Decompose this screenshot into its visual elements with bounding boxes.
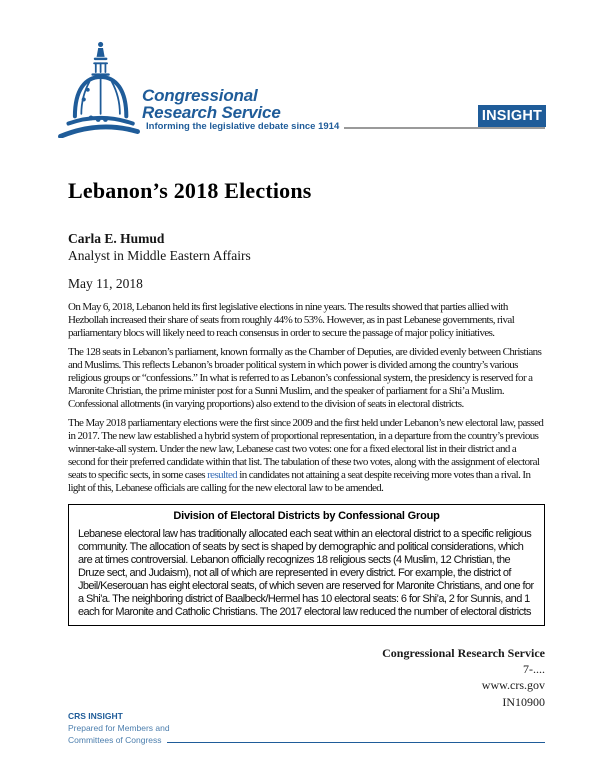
- author-role: Analyst in Middle Eastern Affairs: [68, 248, 251, 263]
- footer-website: www.crs.gov: [481, 678, 545, 693]
- logo-tagline: Informing the legislative debate since 1914: [146, 121, 340, 132]
- page-title: Lebanon’s 2018 Elections: [68, 178, 312, 203]
- header-rule: [344, 127, 545, 129]
- resulted-link[interactable]: resulted: [207, 469, 238, 481]
- info-box-title: Division of Electoral Districts by Confessional Group: [173, 510, 440, 522]
- author-name: Carla E. Humud: [68, 231, 165, 246]
- footer-crs-insight-label: CRS INSIGHT: [68, 711, 123, 721]
- paragraph-1: On May 6, 2018, Lebanon held its first legislative elections in nine years. The results showed that parties allied with Hezbollah increased their share of seats from roughly 44% to 53%. However, as in past Lebanese governments, rival parliamentary blocs will likely need to reach consensus in order to secure the passage of major policy initiatives.: [68, 301, 515, 339]
- footer-committees-line: Committees of Congress: [68, 735, 162, 745]
- footer-phone: 7-....: [523, 662, 545, 677]
- document-body: [68, 178, 545, 626]
- paragraph-3: [68, 417, 545, 495]
- footer-org-name: Congressional Research Service: [382, 646, 545, 660]
- insight-badge: [478, 105, 546, 127]
- footer-doc-id: IN10900: [502, 694, 545, 709]
- logo-line2: Research Service: [142, 102, 281, 122]
- paragraph-2: The 128 seats in Lebanon’s parliament, known formally as the Chamber of Deputies, are divided evenly between Christians and Muslims. This reflects Lebanon’s broader political system in which power is divided among the country’s various religious groups or “confessions.” In what is referred to as Lebanon’s confessional system, the presidency is reserved for a Maronite Christian, the prime minister post for a Sunni Muslim, and the speaker of parliament for a Shi’a Muslim. Confessional allotments (in varying proportions) also extend to the division of seats in electoral districts.: [68, 346, 542, 410]
- logo-line1: Congressional: [142, 86, 258, 105]
- footer-publication-block: [382, 645, 545, 710]
- paragraph-3-text-before: The May 2018 parliamentary elections were the first since 2009 and the first held under Lebanon’s new electoral law, passed in 2017. The new law established a hybrid system of proportional representation, in a departure from the country’s previous winner-take-all system. Under the new law, Lebanese cast two votes: one for a fixed electoral list in their district and a second for their preferred candidate within that list. The tabulation of these two votes, along with the assignment of electoral seats to specific sects, in some cases: [68, 417, 544, 481]
- byline: [68, 230, 545, 264]
- footer-rule: [167, 742, 545, 743]
- footer-committees-row: [68, 734, 545, 746]
- info-box-body: Lebanese electoral law has traditionally allocated each seat within an electoral district to a specific religious community. The allocation of seats by sect is shaped by demographic and political considerations, which are at times controversial. Lebanon officially recognizes 18 religious sects (4 Muslim, 12 Christian, the Druze sect, and Judaism), not all of which are represented in every district. For example, the district of Jbeil/Keserouan has eight electoral seats, of which seven are reserved for Maronite Christians, and one for a Shi’a. The neighboring district of Baalbeck/Hermel has 10 electoral seats: 6 for Shi’a, 2 for Sunnis, and 1 each for Maronite and Catholic Christians. The 2017 electoral law reduced the number of electoral districts: [78, 528, 534, 618]
- footer-prepared-line: Prepared for Members and: [68, 723, 170, 733]
- capitol-dome-icon: [58, 40, 140, 138]
- insight-badge-label: INSIGHT: [481, 108, 543, 124]
- publication-date: May 11, 2018: [68, 276, 143, 291]
- electoral-districts-info-box: [68, 504, 545, 626]
- paragraph-3-text-after: in candidates not attaining a seat despite receiving more votes than a rival. In light of this, Lebanese officials are calling for the new electoral law to be amended.: [68, 469, 531, 494]
- crs-logo-wordmark: [142, 88, 281, 121]
- footer-crs-insight-block: [68, 710, 545, 746]
